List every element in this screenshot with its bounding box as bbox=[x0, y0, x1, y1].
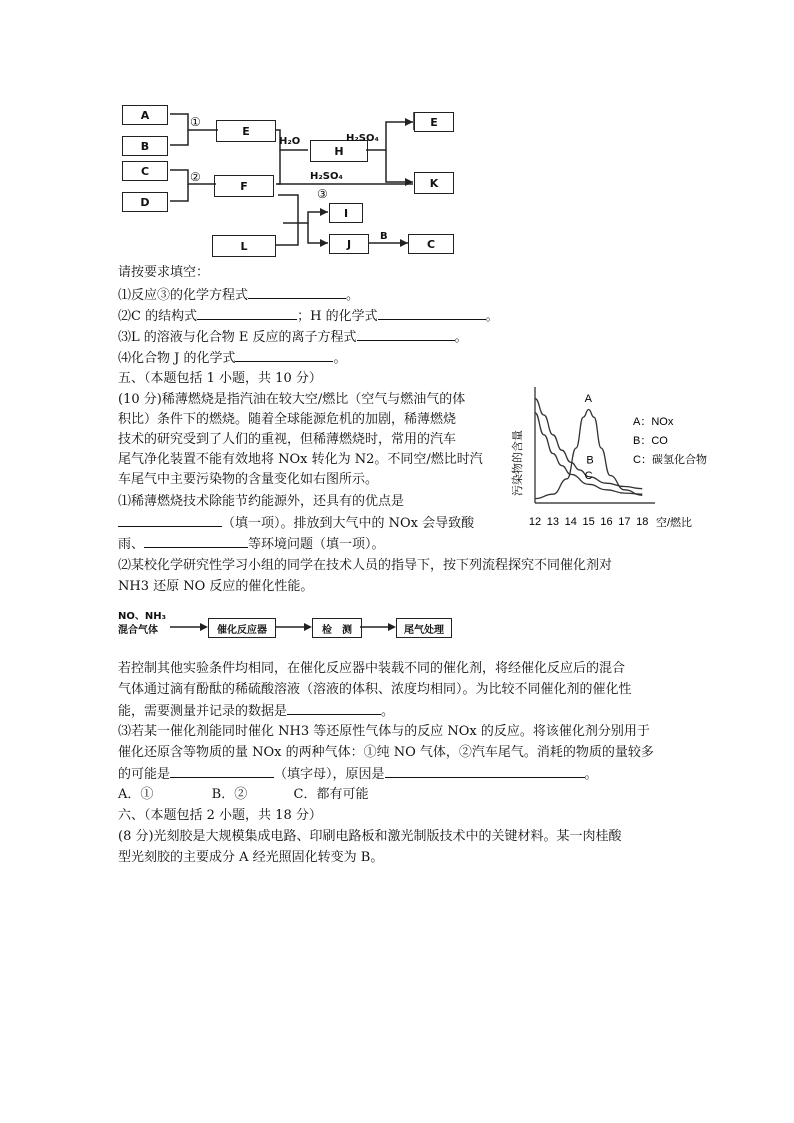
box-h-label: H bbox=[334, 144, 344, 158]
box-a-label: A bbox=[140, 108, 150, 122]
option-a: A．① bbox=[118, 787, 154, 802]
chart-xlabel: 空/燃比 bbox=[656, 517, 693, 529]
box-e2-label: E bbox=[430, 115, 438, 129]
sec5-p8-end: 。 bbox=[381, 704, 395, 719]
flow-step-reactor bbox=[208, 618, 276, 638]
label-h2o: H₂O bbox=[279, 136, 301, 147]
sec5-options bbox=[118, 786, 368, 804]
label-reaction-3: ③ bbox=[317, 187, 328, 201]
sec5-q3-answer-blank-2[interactable] bbox=[385, 765, 585, 778]
q2-mid: ；H 的化学式 bbox=[297, 309, 378, 324]
flow-step-detect-label: 检 测 bbox=[322, 624, 352, 636]
box-b bbox=[122, 136, 168, 156]
q4-text: ⑷化合物 J 的化学式 bbox=[118, 351, 236, 366]
q2-end: 。 bbox=[485, 309, 499, 324]
box-e2 bbox=[414, 112, 454, 132]
box-b-label: B bbox=[140, 139, 150, 153]
sec5-question-3-line-2: 催化还原含等物质的量 NOx 的两种气体：①纯 NO 气体，②汽车尾气。消耗的物质的量较多 bbox=[118, 745, 654, 760]
q1-text: ⑴反应③的化学方程式 bbox=[118, 288, 249, 303]
chart-series bbox=[535, 393, 642, 499]
box-c-label: C bbox=[140, 164, 150, 178]
chart-curve-label-b: B bbox=[586, 454, 594, 467]
flow-gas-line-2: 混合气体 bbox=[118, 625, 158, 636]
sec5-question-2-line-2: NH3 还原 NO 反应的催化性能。 bbox=[118, 579, 314, 594]
chart-x-tick: 16 bbox=[600, 516, 613, 528]
chart-ylabel: 污染物的含量 bbox=[512, 430, 524, 496]
q3-text: ⑶L 的溶液与化合物 E 反应的离子方程式 bbox=[118, 330, 357, 345]
flow-step-exhaust bbox=[396, 618, 452, 638]
sec5-para-line-8 bbox=[118, 702, 394, 721]
sec5-question-2-line-1: ⑵某校化学研究性学习小组的同学在技术人员的指导下，按下列流程探究不同催化剂对 bbox=[118, 558, 613, 573]
flow-gas-line-1: NO、NH₃ bbox=[118, 611, 166, 622]
flow-gas-label bbox=[118, 610, 166, 638]
box-d-label: D bbox=[140, 195, 150, 209]
sec5-p8-text: 能，需要测量并记录的数据是 bbox=[118, 704, 288, 719]
question-3 bbox=[118, 328, 468, 347]
sec5-para-line-1: (10 分)稀薄燃烧是指汽油在较大空/燃比（空气与燃油气的体 bbox=[118, 392, 466, 407]
q4-answer-blank[interactable] bbox=[235, 349, 333, 362]
q2-text: ⑵C 的结构式 bbox=[118, 309, 198, 324]
sec5-question-3-line-1: ⑶若某一催化剂能同时催化 NH3 等还原性气体与的反应 NOx 的反应。将该催化剂分别用于 bbox=[118, 724, 650, 739]
sec5-para-line-2: 积比）条件下的燃烧。随着全球能源危机的加剧，稀薄燃烧 bbox=[118, 412, 457, 427]
chart-curve-label-a: A bbox=[584, 392, 592, 405]
section-5-title: 五、（本题包括 1 小题，共 10 分） bbox=[118, 371, 322, 386]
sec5-q3-text-c: 。 bbox=[584, 767, 598, 782]
question-2 bbox=[118, 307, 499, 326]
sec5-question-3-line-3 bbox=[118, 765, 598, 784]
box-f-label: F bbox=[240, 179, 248, 193]
q1-end: 。 bbox=[346, 288, 360, 303]
sec5-q1-answer-blank-1[interactable] bbox=[118, 514, 222, 527]
label-h2so4-upper: H₂SO₄ bbox=[346, 133, 379, 144]
box-d bbox=[122, 192, 168, 212]
sec5-p8-answer-blank[interactable] bbox=[287, 702, 381, 715]
box-f bbox=[214, 175, 274, 197]
box-e-label: E bbox=[242, 124, 250, 138]
box-j bbox=[329, 234, 369, 254]
sec5-q1-text-3b: 等环境问题（填一项）。 bbox=[248, 537, 385, 552]
flow-step-exhaust-label: 尾气处理 bbox=[404, 624, 444, 636]
q2-answer-blank-2[interactable] bbox=[378, 307, 486, 320]
q3-answer-blank[interactable] bbox=[357, 328, 455, 341]
flow-step-detect bbox=[312, 618, 362, 638]
label-b: B bbox=[380, 231, 388, 242]
chart-x-tick: 18 bbox=[636, 516, 649, 528]
sec5-q3-text-b: （填字母），原因是 bbox=[274, 767, 385, 782]
sec5-question-1-line-3 bbox=[118, 535, 385, 554]
box-l bbox=[212, 235, 276, 257]
box-e bbox=[216, 120, 276, 142]
sec5-para-line-4: 尾气净化装置不能有效地将 NOx 转化为 N2。不同空/燃比时汽 bbox=[118, 452, 483, 467]
question-intro: 请按要求填空： bbox=[118, 265, 210, 280]
option-c: C．都有可能 bbox=[293, 787, 369, 802]
option-b: B．② bbox=[211, 787, 248, 802]
question-1 bbox=[118, 286, 359, 305]
chart-x-tick: 14 bbox=[564, 516, 577, 528]
box-c bbox=[122, 161, 168, 181]
sec6-para-line-2: 型光刻胶的主要成分 A 经光照固化转变为 B。 bbox=[118, 850, 384, 865]
box-k bbox=[414, 172, 454, 194]
box-c2 bbox=[408, 234, 454, 254]
box-a bbox=[122, 105, 168, 125]
sec5-para-line-6: 若控制其他实验条件均相同，在催化反应器中装载不同的催化剂，将经催化反应后的混合 bbox=[118, 661, 626, 676]
chart-x-tick: 15 bbox=[582, 516, 595, 528]
sec5-question-1-line-1: ⑴稀薄燃烧技术除能节约能源外，还具有的优点是 bbox=[118, 494, 405, 509]
section-6-title: 六、（本题包括 2 小题，共 18 分） bbox=[118, 808, 322, 823]
box-i bbox=[329, 203, 363, 223]
sec5-q1-text-3a: 雨、 bbox=[118, 537, 145, 552]
q3-end: 。 bbox=[454, 330, 468, 345]
q4-end: 。 bbox=[333, 351, 347, 366]
flow-step-reactor-label: 催化反应器 bbox=[217, 624, 267, 636]
chart-curve-label-c: C bbox=[584, 469, 593, 482]
box-l-label: L bbox=[240, 239, 248, 253]
sec5-para-line-7: 气体通过滴有酚酞的稀硫酸溶液（溶液的体积、浓度均相同）。为比较不同催化剂的催化性 bbox=[118, 682, 632, 697]
chart-legend bbox=[633, 416, 707, 466]
chart-x-tick: 13 bbox=[546, 516, 560, 528]
box-j-label: J bbox=[346, 237, 352, 251]
chart-ticks bbox=[529, 516, 649, 528]
box-i-label: I bbox=[343, 206, 349, 220]
sec5-q1-answer-blank-2[interactable] bbox=[144, 535, 248, 548]
chart-legend-item: A：NOx bbox=[633, 416, 674, 428]
sec5-question-1-line-2 bbox=[118, 514, 474, 533]
q1-answer-blank[interactable] bbox=[248, 286, 346, 299]
sec5-para-line-5: 车尾气中主要污染物的含量变化如右图所示。 bbox=[118, 472, 379, 487]
sec5-q3-answer-blank-1[interactable] bbox=[170, 765, 274, 778]
box-c2-label: C bbox=[426, 237, 436, 251]
chart-legend-item: B：CO bbox=[633, 435, 668, 447]
sec5-q1-text-2: （填一项）。排放到大气中的 NOx 会导致酸 bbox=[222, 516, 475, 531]
pollutant-chart bbox=[505, 385, 720, 533]
sec6-para-line-1: (8 分)光刻胶是大规模集成电路、印刷电路板和激光制版技术中的关键材料。某一肉桂酸 bbox=[118, 829, 622, 844]
chart-x-tick: 17 bbox=[618, 516, 631, 528]
q2-answer-blank-1[interactable] bbox=[197, 307, 297, 320]
sec5-para-line-3: 技术的研究受到了人们的重视，但稀薄燃烧时，常用的汽车 bbox=[118, 432, 457, 447]
sec5-q3-text-a: 的可能是 bbox=[118, 767, 171, 782]
label-h2so4-lower: H₂SO₄ bbox=[310, 171, 343, 182]
chart-legend-item: C：碳氢化合物 bbox=[633, 454, 707, 466]
chart-x-tick: 12 bbox=[528, 516, 542, 528]
box-k-label: K bbox=[429, 176, 439, 190]
label-reaction-1: ① bbox=[190, 115, 201, 129]
question-4 bbox=[118, 349, 347, 368]
label-reaction-2: ② bbox=[190, 170, 201, 184]
